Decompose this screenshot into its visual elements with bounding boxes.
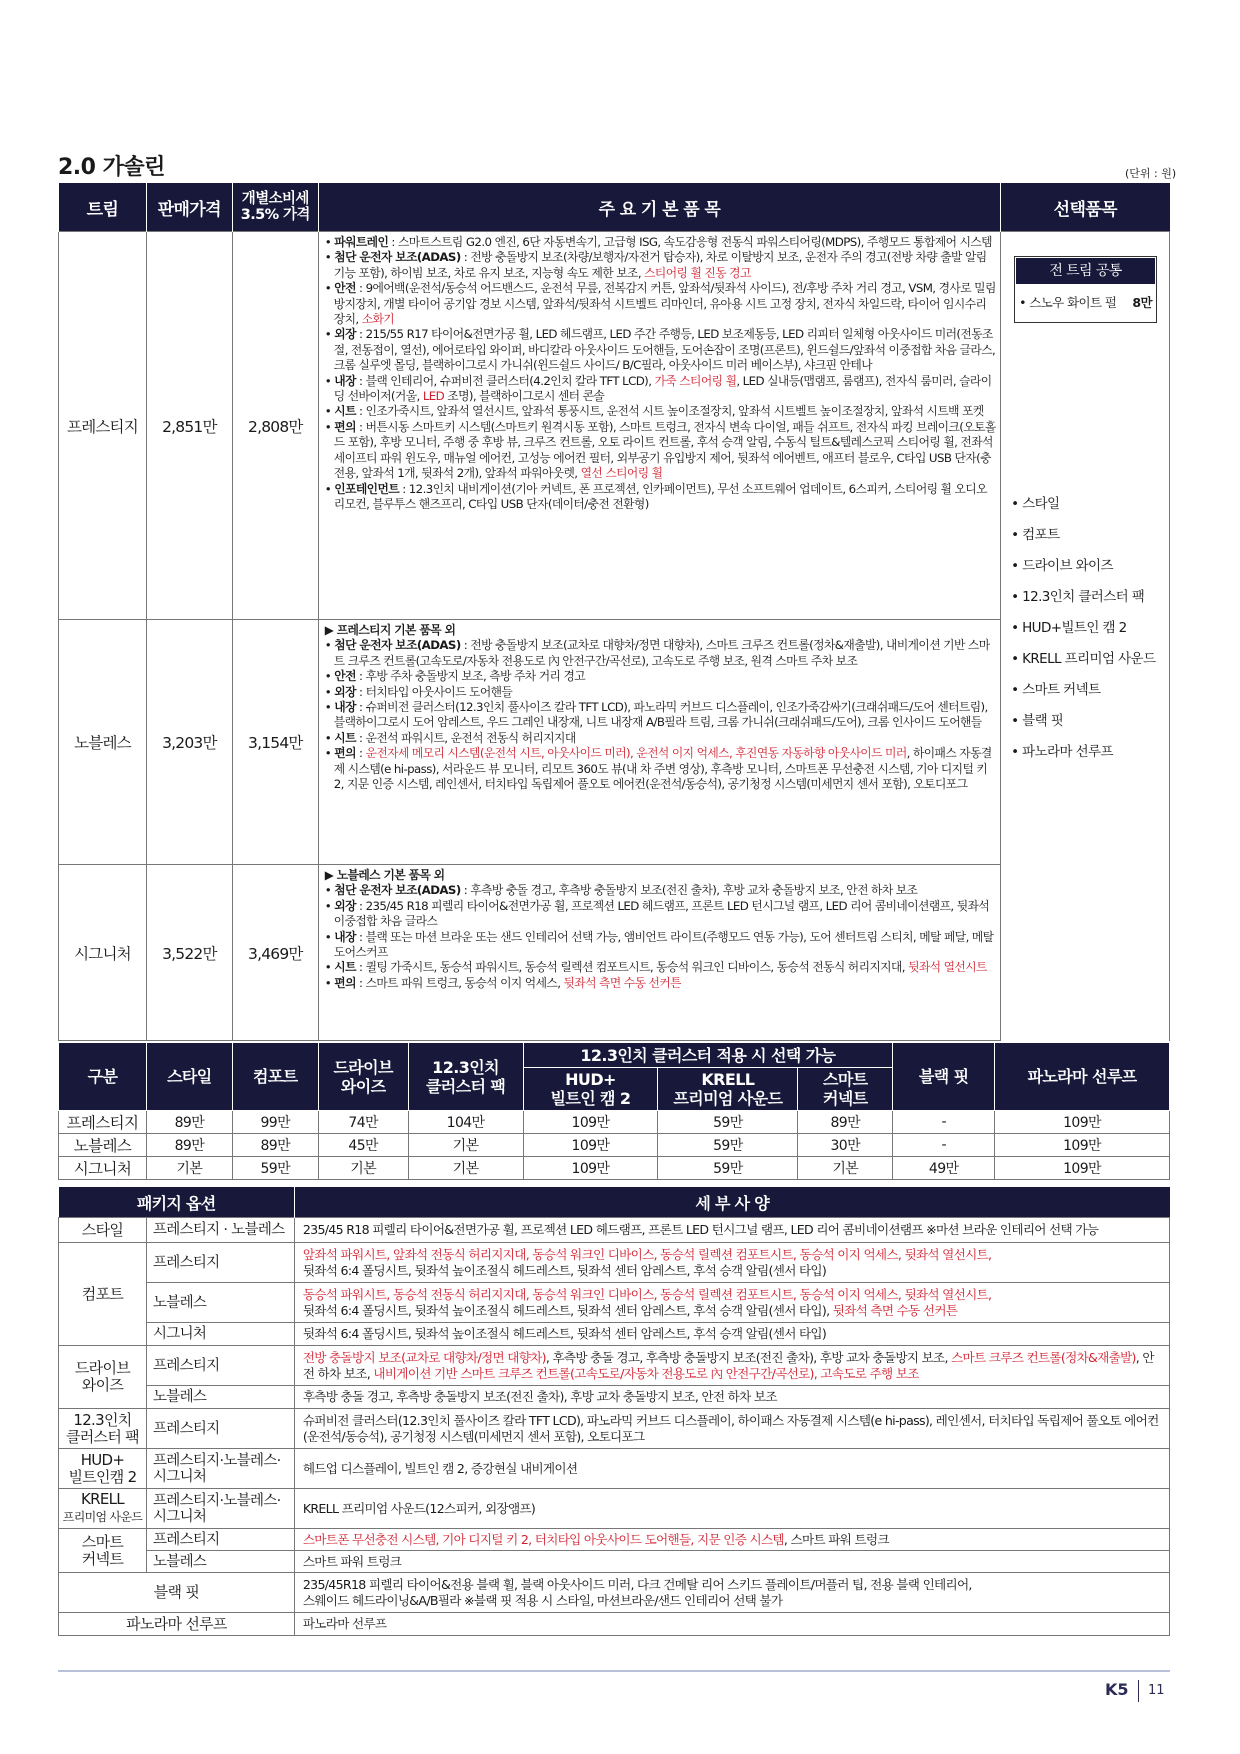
option-item: • KRELL 프리미엄 사운드: [1011, 650, 1159, 668]
opt-cell: 104만: [408, 1111, 523, 1134]
common-option-header: 전 트림 공통: [1016, 258, 1155, 284]
header-features: 주 요 기 본 품 목: [318, 183, 1000, 232]
feature-item: • 외장 : 235/45 R18 피렐리 타이어&전면가공 휠, 프로젝션 LED 헤드램프, 프론트 LED 턴시그널 램프, LED 리어 콤비네이션램프, 뒷좌석 이중접합 차음 글라스: [325, 899, 996, 930]
page-title: 2.0 가솔린: [58, 155, 165, 180]
pkg-row-pano: [59, 1613, 1170, 1636]
opt-cell: -: [893, 1134, 995, 1157]
option-price-row: [59, 1134, 1170, 1157]
opt-header-cluster: 12.3인치 클러스터 팩: [408, 1043, 523, 1111]
opt-header-drive: 드라이브 와이즈: [318, 1043, 408, 1111]
trim-tax-price: 3,469만: [232, 865, 318, 1041]
trim-name: 노블레스: [59, 620, 147, 865]
footer-brand: K5: [1105, 1680, 1129, 1699]
trim-table: [58, 183, 1170, 1041]
opt-cell: 49만: [893, 1157, 995, 1180]
pkg-name: KRELL 프리미엄 사운드: [59, 1489, 147, 1529]
option-column: [1001, 232, 1170, 1041]
opt-cell: 기본: [146, 1157, 232, 1180]
pkg-trim: 프레스티지: [146, 1409, 294, 1449]
feature-item: • 내장 : 블랙 또는 마션 브라운 또는 샌드 인테리어 선택 가능, 앰비언트 라이트(주행모드 연동 가능), 도어 센터트림 스티치, 메탈 페달, 메탈 도어스커프: [325, 930, 996, 961]
option-item: • 드라이브 와이즈: [1011, 557, 1159, 575]
feature-item: • 편의 : 스마트 파워 트렁크, 동승석 이지 억세스, 뒷좌석 측면 수동 선커튼: [325, 976, 996, 991]
pkg-trim: 노블레스: [146, 1386, 294, 1409]
common-option-item: • 스노우 화이트 펄 8만: [1019, 295, 1152, 310]
opt-cell: 59만: [658, 1157, 798, 1180]
signature-features: [318, 865, 1000, 1041]
trim-row-prestige: [59, 232, 1170, 620]
opt-cell: 89만: [146, 1134, 232, 1157]
opt-header-pano: 파노라마 선루프: [995, 1043, 1170, 1111]
pkg-row-hud: [59, 1449, 1170, 1489]
pkg-trim: 프레스티지·노블레스· 시그니처: [146, 1449, 294, 1489]
opt-cell: 기본: [408, 1157, 523, 1180]
footer-separator: [1138, 1680, 1139, 1702]
opt-header-krell: KRELL 프리미엄 사운드: [658, 1068, 798, 1111]
feature-item: • 첨단 운전자 보조(ADAS) : 후측방 충돌 경고, 후측방 충돌방지 보조(전진 출차), 후방 교차 충돌방지 보조, 안전 하차 보조: [325, 883, 996, 898]
pkg-trim: 프레스티지: [146, 1346, 294, 1386]
option-item: • 스마트 커넥트: [1011, 681, 1159, 699]
pkg-detail: 235/45R18 피렐리 타이어&전용 블랙 휠, 블랙 아웃사이드 미러, 다크 건메탈 리어 스키드 플레이트/머플러 팁, 전용 블랙 인테리어, 스웨이드 헤드라이닝&A/B필라 ※블랙 핏 적용 시 스타일, 마션브라운/샌드 인테리어 선택 불가: [294, 1573, 1169, 1613]
opt-cell: 기본: [408, 1134, 523, 1157]
pkg-detail: 슈퍼비전 클러스터(12.3인치 풀사이즈 칼라 TFT LCD), 파노라믹 커브드 디스플레이, 하이패스 자동결제 시스템(e hi-pass), 레인센서, 터치타입 독립제어 풀오토 에어컨(운전석/동승석), 공기청정 시스템(미세먼지 센서 포함), 오토디포그: [294, 1409, 1169, 1449]
opt-cell: -: [893, 1111, 995, 1134]
opt-cell: 59만: [658, 1134, 798, 1157]
feature-item: • 편의 : 버튼시동 스마트키 시스템(스마트키 원격시동 포함), 스마트 트렁크, 전자식 변속 다이얼, 패들 쉬프트, 전자식 파킹 브레이크(오토홀드 포함), 후방 모니터, 주행 중 후방 뷰, 크루즈 컨트롤, 오토 라이트 컨트롤, 후석 승객 알림, 수동식 틸트&텔레스코픽 스티어링 휠, 전좌석 세이프티 파워 윈도우, 매뉴얼 에어컨, 고성능 에어컨 필터, 외부공기 유입방지 제어, 뒷좌석 에어벤트, 애프터 블로우, C타입 USB 단자(충전용, 앞좌석 1개, 뒷좌석 2개), 앞좌석 파워아웃렛, 열선 스티어링 휠: [325, 420, 996, 482]
option-price-row: [59, 1111, 1170, 1134]
opt-cell: 45만: [318, 1134, 408, 1157]
opt-header-black: 블랙 핏: [893, 1043, 995, 1111]
package-table: [58, 1187, 1170, 1636]
trim-table-header: [59, 183, 1170, 232]
opt-cell: 99만: [232, 1111, 318, 1134]
option-item: • 12.3인치 클러스터 팩: [1011, 588, 1159, 606]
feature-item: • 편의 : 운전자세 메모리 시스템(운전석 시트, 아웃사이드 미러), 운전석 이지 억세스, 후진연동 자동하향 아웃사이드 미러, 하이패스 자동결제 시스템(e hi-pass), 서라운드 뷰 모니터, 리모트 360도 뷰(내 차 주변 영상), 후측방 모니터, 스마트폰 무선충전 시스템, 기아 디지털 키 2, 지문 인증 시스템, 레인센서, 터치타입 독립제어 풀오토 에어컨(운전석/동승석), 공기청정 시스템(미세먼지 센서 포함), 오토디포그: [325, 746, 996, 792]
opt-cell: 109만: [995, 1134, 1170, 1157]
option-item: • 컴포트: [1011, 526, 1159, 544]
trim-price: 3,522만: [146, 865, 232, 1041]
pkg-trim: 시그니처: [146, 1323, 294, 1346]
trim-tax-price: 3,154만: [232, 620, 318, 865]
trim-tax-price: 2,808만: [232, 232, 318, 620]
pkg-header-package: 패키지 옵션: [136, 1193, 216, 1213]
pkg-row-style: [59, 1218, 1170, 1243]
pkg-name: 드라이브 와이즈: [59, 1346, 147, 1409]
pkg-detail: 뒷좌석 6:4 폴딩시트, 뒷좌석 높이조절식 헤드레스트, 뒷좌석 센터 암레스트, 후석 승객 알림(센서 타입): [294, 1323, 1169, 1346]
opt-cell: 59만: [232, 1157, 318, 1180]
opt-row-trim: 노블레스: [59, 1134, 147, 1157]
opt-header-smart: 스마트 커넥트: [798, 1068, 893, 1111]
noblesse-features: [318, 620, 1000, 865]
opt-header-style: 스타일: [146, 1043, 232, 1111]
pkg-detail: 동승석 파워시트, 동승석 전동식 허리지지대, 동승석 워크인 디바이스, 동승석 릴렉션 컴포트시트, 동승석 이지 억세스, 뒷좌석 열선시트, 뒷좌석 6:4 폴딩시트, 뒷좌석 높이조절식 헤드레스트, 뒷좌석 센터 암레스트, 후석 승객 알림(센서 타입), 뒷좌석 측면 수동 선커튼: [294, 1283, 1169, 1323]
pkg-trim: 노블레스: [146, 1551, 294, 1573]
opt-cell: 109만: [523, 1134, 658, 1157]
pkg-header-detail: 세 부 사 양: [294, 1187, 1169, 1218]
pkg-name: 파노라마 선루프: [59, 1613, 295, 1636]
footer-divider: [58, 1670, 1170, 1672]
pkg-row-cluster: [59, 1409, 1170, 1449]
pkg-trim: 프레스티지·노블레스· 시그니처: [146, 1489, 294, 1529]
opt-cell: 109만: [995, 1111, 1170, 1134]
package-header: [59, 1187, 1170, 1218]
opt-cell: 89만: [146, 1111, 232, 1134]
pkg-name: 컴포트: [59, 1243, 147, 1346]
opt-cell: 89만: [232, 1134, 318, 1157]
option-item: • 블랙 핏: [1011, 712, 1159, 730]
pkg-row-drive-prestige: [59, 1346, 1170, 1386]
opt-cell: 89만: [798, 1111, 893, 1134]
pkg-name: 스마트 커넥트: [59, 1529, 147, 1573]
pkg-name: HUD+ 빌트인캠 2: [59, 1449, 147, 1489]
header-tax-price: 개별소비세 3.5% 가격: [232, 183, 318, 232]
feature-item: • 안전 : 후방 주차 충돌방지 보조, 측방 주차 거리 경고: [325, 669, 996, 684]
option-list: [1011, 495, 1159, 761]
feature-item: • 첨단 운전자 보조(ADAS) : 전방 충돌방지 보조(차량/보행자/자전거 탑승자), 차로 이탈방지 보조, 운전자 주의 경고(전방 차량 출발 알림 기능 포함), 하이빔 보조, 차로 유지 보조, 지능형 속도 제한 보조, 스티어링 휠 진동 경고: [325, 250, 996, 281]
pkg-row-comfort-prestige: [59, 1243, 1170, 1283]
pkg-detail: 후측방 충돌 경고, 후측방 충돌방지 보조(전진 출차), 후방 교차 충돌방지 보조, 안전 하차 보조: [294, 1386, 1169, 1409]
trim-price: 2,851만: [146, 232, 232, 620]
feature-item: • 내장 : 블랙 인테리어, 슈퍼비전 클러스터(4.2인치 칼라 TFT LCD), 가죽 스티어링 휠, LED 실내등(맵램프, 룸램프), 전자식 룸미러, 슬라이딩 선바이저(거울, LED 조명), 블랙하이그로시 센터 콘솔: [325, 374, 996, 405]
pkg-row-krell: [59, 1489, 1170, 1529]
opt-row-trim: 시그니처: [59, 1157, 147, 1180]
opt-header-comfort: 컴포트: [232, 1043, 318, 1111]
opt-cell: 109만: [995, 1157, 1170, 1180]
common-option-box: [1014, 256, 1157, 323]
feature-item: • 파워트레인 : 스마트스트림 G2.0 엔진, 6단 자동변속기, 고급형 ISG, 속도감응형 전동식 파워스티어링(MDPS), 주행모드 통합제어 시스템: [325, 235, 996, 250]
pkg-row-comfort-signature: [59, 1323, 1170, 1346]
prestige-features: [318, 232, 1000, 620]
pkg-trim: 프레스티지 · 노블레스: [146, 1218, 294, 1243]
opt-row-trim: 프레스티지: [59, 1111, 147, 1134]
option-item: • 파노라마 선루프: [1011, 743, 1159, 761]
pkg-trim: 노블레스: [146, 1283, 294, 1323]
opt-cell: 기본: [798, 1157, 893, 1180]
pkg-detail: 스마트폰 무선충전 시스템, 기아 디지털 키 2, 터치타입 아웃사이드 도어핸들, 지문 인증 시스템, 스마트 파워 트렁크: [294, 1529, 1169, 1551]
feature-item: • 시트 : 퀼팅 가죽시트, 동승석 파워시트, 동승석 릴렉션 컴포트시트, 동승석 워크인 디바이스, 동승석 전동식 허리지지대, 뒷좌석 열선시트: [325, 960, 996, 975]
feature-item: • 첨단 운전자 보조(ADAS) : 전방 충돌방지 보조(교차로 대향차/정면 대향차), 스마트 크루즈 컨트롤(정차&재출발), 내비게이션 기반 스마트 크루즈 컨트롤(고속도로/자동차 전용도로 內 안전구간/곡선로), 고속도로 주행 보조, 원격 스마트 주차 보조: [325, 638, 996, 669]
pkg-name: 스타일: [59, 1218, 147, 1243]
opt-header-hud: HUD+ 빌트인 캠 2: [523, 1068, 658, 1111]
option-price-header: [59, 1043, 1170, 1068]
pkg-row-smart-noblesse: [59, 1551, 1170, 1573]
feature-item: • 시트 : 인조가죽시트, 앞좌석 열선시트, 앞좌석 통풍시트, 운전석 시트 높이조절장치, 앞좌석 시트벨트 높이조절장치, 앞좌석 시트백 포켓: [325, 404, 996, 419]
opt-cell: 74만: [318, 1111, 408, 1134]
pkg-name: 블랙 핏: [59, 1573, 295, 1613]
opt-cell: 59만: [658, 1111, 798, 1134]
option-price-row: [59, 1157, 1170, 1180]
unit-note: (단위 : 원): [1125, 167, 1177, 180]
page-number: 11: [1148, 1683, 1165, 1698]
option-item: • HUD+빌트인 캠 2: [1011, 619, 1159, 637]
option-item: • 스타일: [1011, 495, 1159, 513]
trim-name: 프레스티지: [59, 232, 147, 620]
pkg-detail: KRELL 프리미엄 사운드(12스피커, 외장앰프): [294, 1489, 1169, 1529]
pkg-row-comfort-noblesse: [59, 1283, 1170, 1323]
header-options: 선택품목: [1001, 183, 1170, 232]
feature-item: • 시트 : 운전석 파워시트, 운전석 전동식 허리지지대: [325, 731, 996, 746]
opt-cell: 기본: [318, 1157, 408, 1180]
feature-item: • 내장 : 슈퍼비전 클러스터(12.3인치 풀사이즈 칼라 TFT LCD), 파노라믹 커브드 디스플레이, 인조가죽감싸기(크래쉬패드/도어 센터트림), 블랙하이그로시 도어 암레스트, 우드 그레인 내장재, 니트 내장재 A/B필라 트림, 크롬 가니쉬(크래쉬패드/도어), 크롬 인사이드 도어핸들: [325, 700, 996, 731]
trim-name: 시그니처: [59, 865, 147, 1041]
header-price: 판매가격: [146, 183, 232, 232]
opt-header-group: 12.3인치 클러스터 적용 시 선택 가능: [523, 1043, 893, 1068]
pkg-row-black: [59, 1573, 1170, 1613]
feature-item: • 안전 : 9에어백(운전석/동승석 어드밴스드, 운전석 무릎, 전복감지 커튼, 앞좌석/뒷좌석 사이드), 전/후방 주차 거리 경고, VSM, 경사로 밀림방지장치, 개별 타이어 공기압 경보 시스템, 앞좌석/뒷좌석 시트벨트 리마인더, 유아용 시트 고정 장치, 전자식 차일드락, 타이어 임시수리장치, 소화기: [325, 281, 996, 327]
pkg-detail: 전방 충돌방지 보조(교차로 대향차/정면 대향차), 후측방 충돌 경고, 후측방 충돌방지 보조(전진 출차), 후방 교차 충돌방지 보조, 스마트 크루즈 컨트롤(정차&재출발), 안전 하차 보조, 내비게이션 기반 스마트 크루즈 컨트롤(고속도로/자동차 전용도로 內 안전구간/곡선로), 고속도로 주행 보조: [294, 1346, 1169, 1386]
feature-item: • 외장 : 215/55 R17 타이어&전면가공 휠, LED 헤드램프, LED 주간 주행등, LED 보조제동등, LED 리피터 일체형 아웃사이드 미러(전동조절, 전동접이, 열선), 에어로타입 와이퍼, 바디칼라 아웃사이드 도어핸들, 도어손잡이 조명(프론트), 윈드쉴드/앞좌석 이중접합 차음 글라스, 크롬 실루엣 몰딩, 블랙하이그로시 가니쉬(윈드쉴드 사이드/ B/C필라, 아웃사이드 미러 베이스부), 샤크핀 안테나: [325, 327, 996, 373]
pkg-row-drive-noblesse: [59, 1386, 1170, 1409]
opt-cell: 109만: [523, 1111, 658, 1134]
feature-section-header: ▶ 프레스티지 기본 품목 외: [325, 623, 996, 638]
pkg-trim: 프레스티지: [146, 1529, 294, 1551]
feature-section-header: ▶ 노블레스 기본 품목 외: [325, 868, 996, 883]
option-price-table: [58, 1042, 1170, 1180]
pkg-row-smart-prestige: [59, 1529, 1170, 1551]
opt-cell: 109만: [523, 1157, 658, 1180]
opt-cell: 30만: [798, 1134, 893, 1157]
pkg-trim: 프레스티지: [146, 1243, 294, 1283]
trim-price: 3,203만: [146, 620, 232, 865]
header-trim: 트림: [59, 183, 147, 232]
pkg-detail: 앞좌석 파워시트, 앞좌석 전동식 허리지지대, 동승석 워크인 디바이스, 동승석 릴렉션 컴포트시트, 동승석 이지 억세스, 뒷좌석 열선시트, 뒷좌석 6:4 폴딩시트, 뒷좌석 높이조절식 헤드레스트, 뒷좌석 센터 암레스트, 후석 승객 알림(센서 타입): [294, 1243, 1169, 1283]
opt-header-col0: 구분: [59, 1043, 147, 1111]
pkg-detail: 스마트 파워 트렁크: [294, 1551, 1169, 1573]
pkg-detail: 파노라마 선루프: [294, 1613, 1169, 1636]
pkg-detail: 헤드업 디스플레이, 빌트인 캠 2, 증강현실 내비게이션: [294, 1449, 1169, 1489]
pkg-detail: 235/45 R18 피렐리 타이어&전면가공 휠, 프로젝션 LED 헤드램프, 프론트 LED 턴시그널 램프, LED 리어 콤비네이션램프 ※마션 브라운 인테리어 선택 가능: [294, 1218, 1169, 1243]
feature-item: • 인포테인먼트 : 12.3인치 내비게이션(기아 커넥트, 폰 프로젝션, 인카페이먼트), 무선 소프트웨어 업데이트, 6스피커, 스티어링 휠 오디오 리모컨, 블루투스 핸즈프리, C타입 USB 단자(데이터/충전 전환형): [325, 482, 996, 513]
feature-item: • 외장 : 터치타입 아웃사이드 도어핸들: [325, 685, 996, 700]
pkg-name: 12.3인치 클러스터 팩: [59, 1409, 147, 1449]
